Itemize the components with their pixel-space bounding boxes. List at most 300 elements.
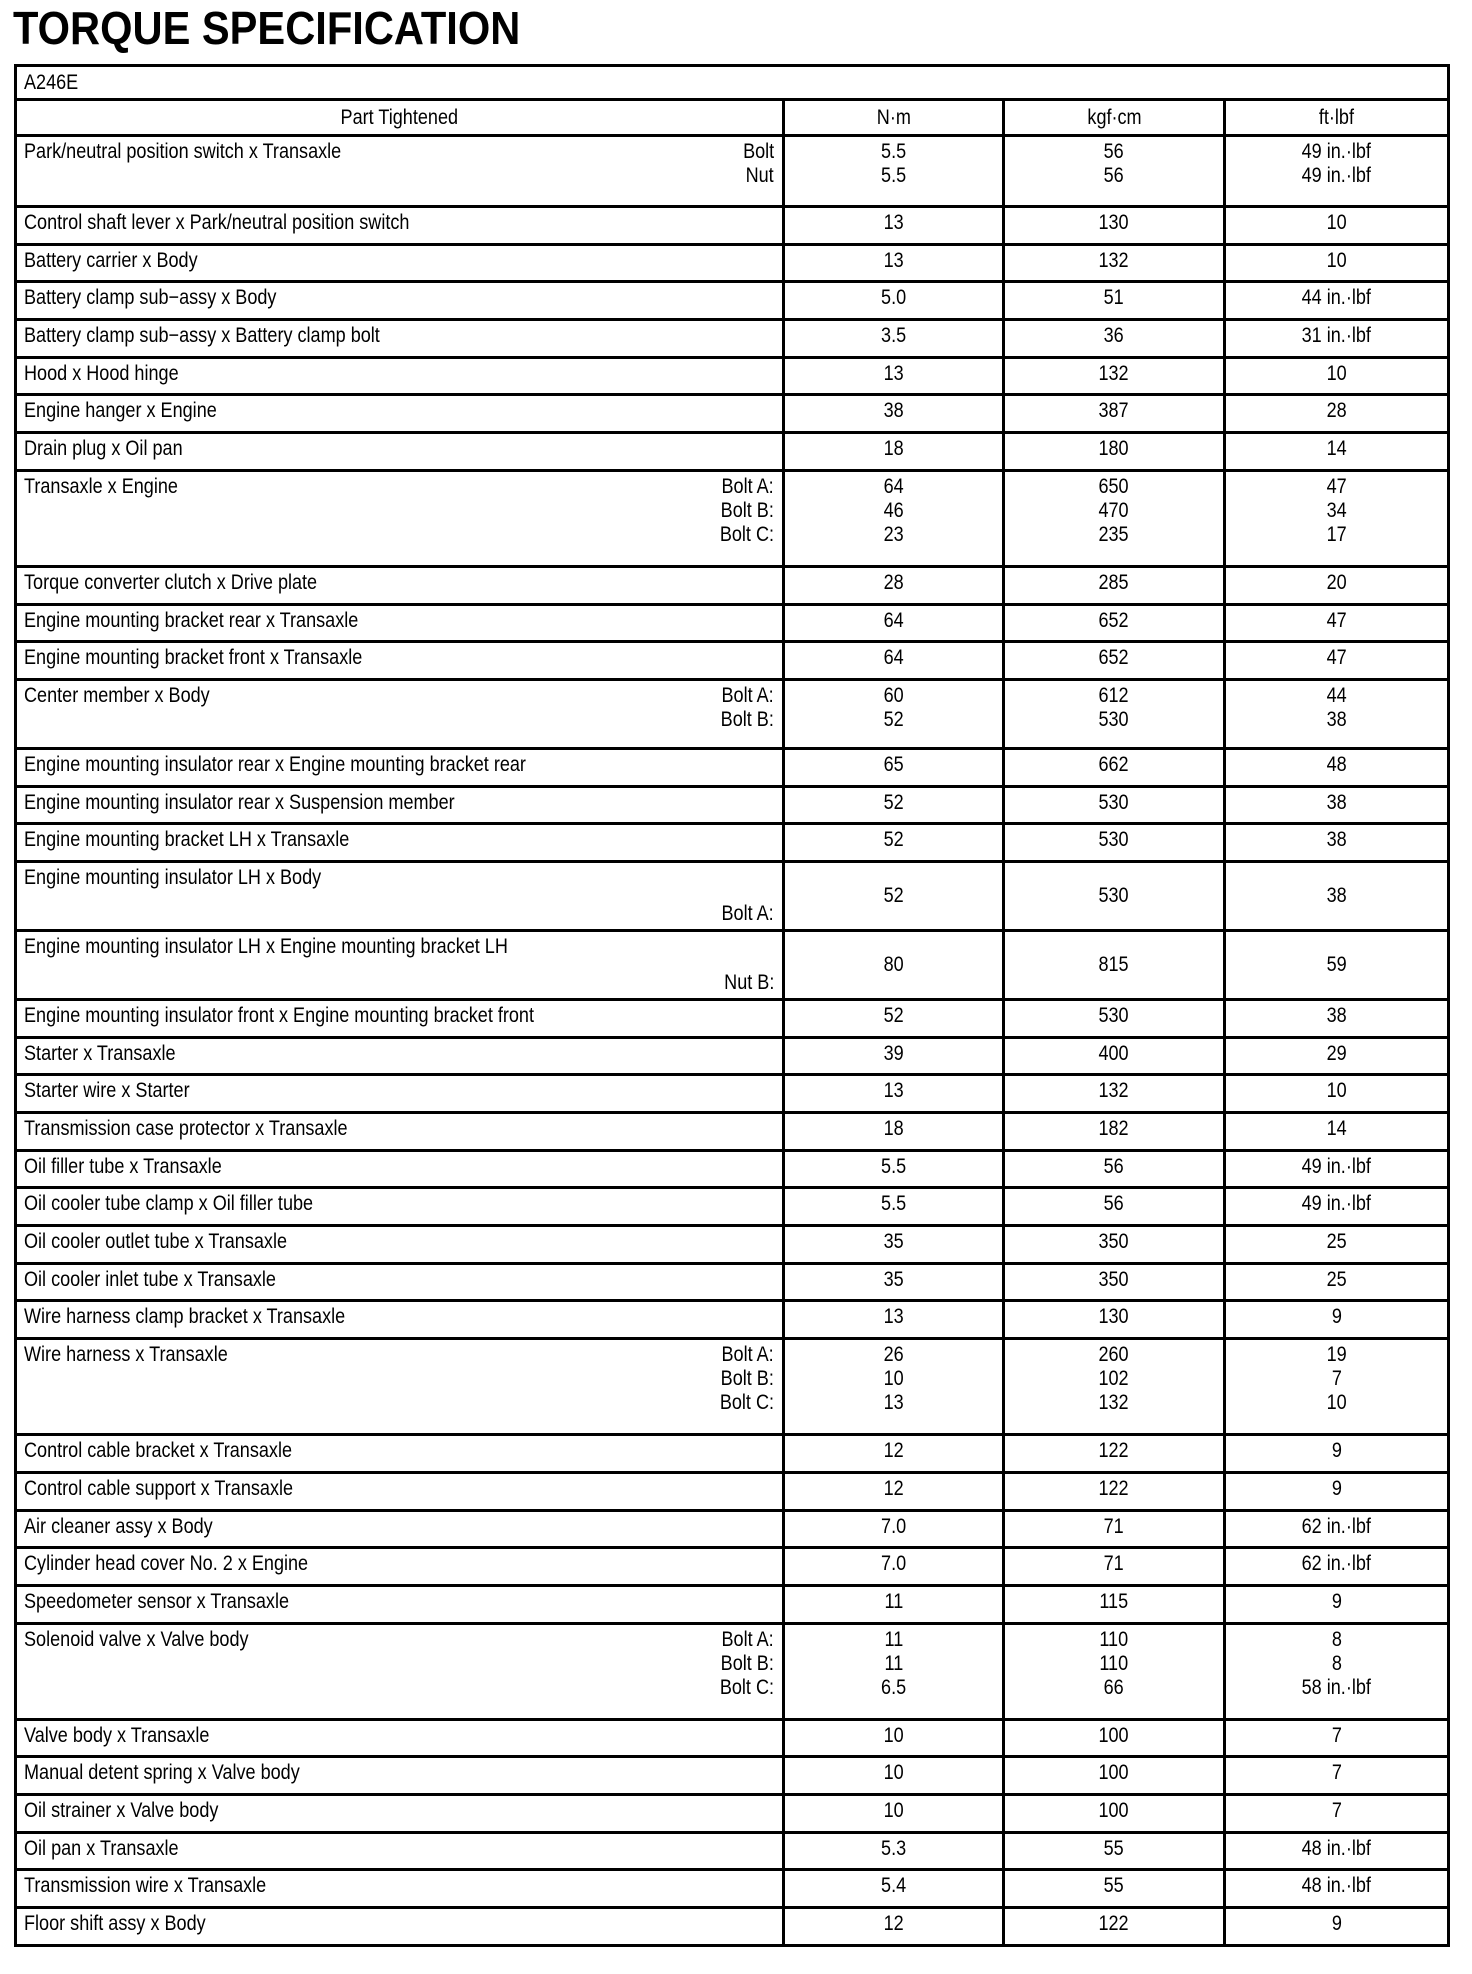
torque-value-text: 5.0	[880, 286, 907, 310]
value-stack	[1226, 396, 1447, 423]
torque-value-text: 122	[1098, 1439, 1130, 1463]
value-stack	[1005, 568, 1223, 595]
part-name-text: Manual detent spring x Valve body	[24, 1761, 300, 1785]
nm-cell	[784, 1150, 1004, 1188]
page-title-text: TORQUE SPECIFICATION	[13, 2, 521, 54]
part-cell	[16, 320, 784, 358]
fastener-label-text: Bolt B:	[720, 498, 774, 522]
torque-value	[1226, 1724, 1447, 1748]
torque-value-text: 65	[883, 752, 904, 776]
nm-cell	[784, 470, 1004, 566]
ftlbf-cell	[1225, 566, 1449, 604]
nm-cell	[784, 282, 1004, 320]
torque-value-text: 110	[1099, 1627, 1129, 1651]
value-stack	[785, 246, 1002, 273]
ftlbf-cell	[1225, 282, 1449, 320]
nm-cell	[784, 320, 1004, 358]
nm-cell	[784, 244, 1004, 282]
column-header-ftlbf-label: ft·lbf	[1318, 106, 1355, 129]
kgfcm-cell	[1004, 1339, 1225, 1435]
torque-value	[1005, 884, 1223, 908]
table-row	[16, 748, 1449, 786]
ftlbf-cell	[1225, 1870, 1449, 1908]
torque-value-text: 18	[883, 1117, 904, 1140]
torque-value	[1226, 362, 1447, 386]
part-cell	[16, 1301, 784, 1339]
torque-value	[785, 1439, 1002, 1463]
torque-value-text: 49 in.·lbf	[1301, 1154, 1372, 1178]
value-stack	[1005, 1436, 1223, 1463]
torque-value-text: 56	[1103, 140, 1125, 163]
torque-value	[1226, 684, 1447, 708]
table-row	[16, 357, 1449, 395]
torque-value	[1005, 437, 1223, 461]
table-row	[16, 244, 1449, 282]
ftlbf-cell	[1225, 861, 1449, 930]
torque-value-text: 100	[1098, 1723, 1130, 1747]
ftlbf-cell	[1225, 1757, 1449, 1795]
torque-value	[1226, 1552, 1447, 1576]
part-name	[24, 362, 204, 386]
kgfcm-cell	[1004, 1435, 1225, 1473]
value-stack	[1005, 396, 1223, 423]
ftlbf-cell	[1225, 433, 1449, 471]
torque-value-text: 3.5	[880, 324, 907, 348]
torque-value-text: 44	[1326, 683, 1347, 707]
part-name-text: Center member x Body	[24, 683, 210, 707]
nm-cell	[784, 1339, 1004, 1435]
torque-spec-table	[14, 64, 1450, 1947]
torque-value-text: 13	[883, 211, 904, 234]
ftlbf-cell	[1225, 748, 1449, 786]
torque-value-text: 10	[1326, 211, 1347, 234]
part-name-text: Transmission case protector x Transaxle	[24, 1117, 348, 1140]
value-stack	[1226, 884, 1447, 908]
torque-value-text: 58 in.·lbf	[1301, 1675, 1372, 1699]
torque-value-text: 13	[883, 361, 904, 385]
value-stack	[1005, 1474, 1223, 1501]
value-stack	[1226, 788, 1447, 815]
torque-value-text: 52	[883, 883, 904, 907]
part-name-text: Cylinder head cover No. 2 x Engine	[24, 1552, 309, 1576]
torque-value	[1005, 399, 1223, 423]
torque-value-text: 182	[1098, 1117, 1130, 1140]
fastener-label	[711, 475, 774, 499]
part-cell	[16, 1075, 784, 1113]
torque-value-text: 8	[1331, 1651, 1342, 1675]
part-name	[24, 1155, 254, 1179]
torque-value-text: 100	[1098, 1798, 1130, 1822]
torque-value	[1005, 1628, 1223, 1652]
part-name	[24, 1268, 317, 1292]
value-stack	[1226, 246, 1447, 273]
value-stack	[1005, 788, 1223, 815]
ftlbf-cell	[1225, 1623, 1449, 1719]
ftlbf-cell	[1225, 1263, 1449, 1301]
table-row	[16, 824, 1449, 862]
ftlbf-cell	[1225, 679, 1449, 748]
value-stack	[1005, 1871, 1223, 1898]
torque-value-text: 14	[1326, 1117, 1347, 1140]
value-stack	[1005, 1189, 1223, 1216]
torque-value-text: 38	[1326, 707, 1347, 731]
torque-value-text: 10	[883, 1367, 904, 1391]
part-name	[24, 571, 365, 595]
table-row	[16, 136, 1449, 207]
value-stack	[785, 434, 1002, 461]
part-name	[24, 1192, 360, 1216]
ftlbf-cell	[1225, 470, 1449, 566]
column-header-kgfcm	[1004, 100, 1225, 136]
fastener-label-text: Nut B:	[723, 970, 774, 994]
part-cell	[16, 207, 784, 245]
part-name-text: Starter x Transaxle	[24, 1041, 176, 1065]
part-name-text: Solenoid valve x Valve body	[24, 1627, 249, 1651]
fastener-label-text: Bolt C:	[719, 1391, 774, 1415]
part-cell	[16, 1188, 784, 1226]
value-stack	[1226, 1340, 1447, 1415]
nm-cell	[784, 861, 1004, 930]
value-stack	[1226, 643, 1447, 670]
nm-cell	[784, 1037, 1004, 1075]
torque-value-text: 46	[883, 498, 904, 522]
fastener-label	[738, 140, 774, 164]
value-stack	[785, 359, 1002, 386]
torque-value	[1005, 362, 1223, 386]
ftlbf-cell	[1225, 824, 1449, 862]
part-name	[24, 399, 248, 423]
fastener-label-text: Bolt A:	[721, 683, 774, 707]
torque-value	[1005, 1230, 1223, 1254]
torque-value	[785, 1477, 1002, 1501]
part-cell	[16, 1150, 784, 1188]
value-stack	[785, 1114, 1002, 1141]
torque-value	[785, 1343, 1002, 1367]
table-row	[16, 999, 1449, 1037]
torque-value-text: 31 in.·lbf	[1301, 324, 1372, 348]
fastener-label	[711, 1628, 774, 1652]
value-stack	[785, 1227, 1002, 1254]
torque-value	[785, 1799, 1002, 1823]
ftlbf-cell	[1225, 1719, 1449, 1757]
nm-cell	[784, 786, 1004, 824]
part-name	[24, 791, 525, 815]
kgfcm-cell	[1004, 566, 1225, 604]
part-name-text: Transmission wire x Transaxle	[24, 1874, 267, 1898]
value-stack	[785, 1039, 1002, 1066]
ftlbf-cell	[1225, 930, 1449, 999]
part-name	[24, 935, 587, 959]
value-stack	[1226, 1587, 1447, 1614]
value-stack	[785, 1001, 1002, 1028]
kgfcm-cell	[1004, 1908, 1225, 1946]
part-name	[24, 1117, 400, 1141]
torque-value-text: 102	[1098, 1367, 1130, 1391]
value-stack	[1226, 1227, 1447, 1254]
table-row	[16, 207, 1449, 245]
value-stack	[785, 1265, 1002, 1292]
torque-value	[1005, 1912, 1223, 1936]
torque-value-text: 38	[1326, 883, 1347, 907]
torque-value-text: 38	[883, 399, 904, 423]
fastener-labels	[711, 1628, 774, 1700]
kgfcm-cell	[1004, 207, 1225, 245]
part-name-text: Engine mounting bracket rear x Transaxle	[24, 608, 359, 632]
part-cell	[16, 470, 784, 566]
torque-value-text: 51	[1103, 286, 1125, 310]
ftlbf-cell	[1225, 1075, 1449, 1113]
torque-value	[1226, 286, 1447, 310]
torque-value	[1226, 609, 1447, 633]
torque-value-text: 52	[883, 828, 904, 852]
torque-value-text: 8	[1331, 1627, 1342, 1651]
part-name	[24, 684, 240, 708]
torque-value	[1005, 1367, 1223, 1391]
part-name	[24, 249, 226, 273]
fastener-label-text: Bolt B:	[720, 1367, 774, 1391]
part-name	[24, 1230, 330, 1254]
part-cell	[16, 1037, 784, 1075]
part-name	[24, 609, 413, 633]
torque-value	[785, 646, 1002, 670]
torque-value	[785, 1230, 1002, 1254]
nm-cell	[784, 357, 1004, 395]
fastener-labels	[711, 1343, 774, 1415]
part-name	[24, 211, 472, 235]
torque-value-text: 530	[1098, 883, 1130, 907]
torque-value-text: 7	[1331, 1367, 1342, 1391]
value-stack	[1005, 1114, 1223, 1141]
value-stack	[785, 1152, 1002, 1179]
nm-cell	[784, 1794, 1004, 1832]
ftlbf-cell	[1225, 357, 1449, 395]
value-stack	[785, 137, 1002, 188]
torque-value	[785, 437, 1002, 461]
value-stack	[1005, 137, 1223, 188]
column-header-part	[16, 100, 784, 136]
kgfcm-cell	[1004, 282, 1225, 320]
part-name	[24, 1439, 336, 1463]
part-name	[24, 753, 608, 777]
part-cell	[16, 244, 784, 282]
part-cell	[16, 930, 784, 999]
torque-value-text: 59	[1326, 952, 1347, 976]
torque-value-text: 132	[1098, 1391, 1130, 1415]
torque-value	[1226, 1628, 1447, 1652]
value-stack	[1005, 606, 1223, 633]
value-stack	[785, 884, 1002, 908]
value-stack	[1226, 1474, 1447, 1501]
torque-value-text: 39	[883, 1041, 904, 1065]
value-stack	[785, 1625, 1002, 1700]
torque-value	[1005, 211, 1223, 235]
torque-value-text: 285	[1098, 570, 1130, 594]
torque-value	[1226, 1192, 1447, 1216]
value-stack	[1005, 1549, 1223, 1576]
torque-value	[1005, 753, 1223, 777]
torque-value	[1005, 523, 1223, 547]
kgfcm-cell	[1004, 1472, 1225, 1510]
part-cell	[16, 1585, 784, 1623]
fastener-label-text: Bolt A:	[721, 1627, 774, 1651]
torque-value	[1005, 499, 1223, 523]
value-stack	[1226, 825, 1447, 852]
table-row	[16, 1150, 1449, 1188]
kgfcm-cell	[1004, 1757, 1225, 1795]
torque-value-text: 19	[1326, 1343, 1347, 1367]
value-stack	[1226, 1834, 1447, 1861]
table-row	[16, 679, 1449, 748]
torque-value	[1005, 1079, 1223, 1103]
table-row	[16, 1794, 1449, 1832]
part-name-text: Floor shift assy x Body	[24, 1912, 206, 1935]
value-stack	[785, 1758, 1002, 1785]
torque-value-text: 122	[1098, 1912, 1130, 1935]
torque-value-text: 52	[883, 790, 904, 814]
value-stack	[1005, 246, 1223, 273]
torque-value	[1226, 1305, 1447, 1329]
torque-value	[785, 571, 1002, 595]
kgfcm-cell	[1004, 1263, 1225, 1301]
torque-value-text: 49 in.·lbf	[1301, 1192, 1372, 1216]
torque-value	[1226, 211, 1447, 235]
value-stack	[785, 643, 1002, 670]
torque-value-text: 52	[883, 707, 904, 731]
torque-value-text: 652	[1098, 608, 1130, 632]
torque-value	[1005, 1117, 1223, 1141]
torque-value	[1005, 164, 1223, 188]
part-cell	[16, 1757, 784, 1795]
part-name-text: Oil cooler outlet tube x Transaxle	[24, 1230, 288, 1254]
torque-value-text: 38	[1326, 828, 1347, 852]
torque-value	[785, 1192, 1002, 1216]
torque-value	[1005, 1155, 1223, 1179]
part-name	[24, 1305, 397, 1329]
fastener-label	[712, 684, 774, 708]
torque-value-text: 44 in.·lbf	[1301, 286, 1372, 310]
nm-cell	[784, 642, 1004, 680]
table-row	[16, 1719, 1449, 1757]
torque-value-text: 64	[883, 608, 904, 632]
torque-value-text: 9	[1331, 1912, 1342, 1935]
part-name-text: Drain plug x Oil pan	[24, 437, 183, 461]
torque-value	[785, 1268, 1002, 1292]
value-stack	[1226, 1302, 1447, 1329]
part-name-text: Torque converter clutch x Drive plate	[24, 570, 318, 594]
torque-value-text: 7	[1331, 1761, 1342, 1785]
part-name-text: Oil filler tube x Transaxle	[24, 1154, 222, 1178]
torque-value-text: 260	[1098, 1343, 1130, 1367]
torque-value	[1005, 1192, 1223, 1216]
torque-value-text: 650	[1098, 474, 1130, 498]
fastener-label-text: Bolt A:	[721, 1343, 774, 1367]
torque-value	[785, 1515, 1002, 1539]
torque-value-text: 13	[883, 1079, 904, 1103]
torque-value-text: 34	[1326, 498, 1347, 522]
torque-value	[1005, 1874, 1223, 1898]
torque-value	[1005, 140, 1223, 164]
model-label: A246E	[24, 71, 79, 94]
part-name	[24, 866, 370, 890]
part-cell	[16, 604, 784, 642]
torque-value	[1005, 475, 1223, 499]
ftlbf-cell	[1225, 244, 1449, 282]
part-name	[24, 140, 393, 164]
torque-value-text: 71	[1103, 1552, 1125, 1576]
torque-value-text: 7	[1331, 1798, 1342, 1822]
torque-value-text: 100	[1098, 1761, 1130, 1785]
value-stack	[785, 606, 1002, 633]
torque-value-text: 23	[883, 522, 904, 546]
kgfcm-cell	[1004, 1870, 1225, 1908]
nm-cell	[784, 395, 1004, 433]
torque-value-text: 49 in.·lbf	[1301, 164, 1372, 187]
column-header-row	[16, 100, 1449, 136]
value-stack	[1005, 1625, 1223, 1700]
torque-value-text: 62 in.·lbf	[1301, 1552, 1372, 1576]
table-row	[16, 642, 1449, 680]
kgfcm-cell	[1004, 1301, 1225, 1339]
torque-value	[1226, 1761, 1447, 1785]
nm-cell	[784, 824, 1004, 862]
torque-value	[1226, 1515, 1447, 1539]
value-stack	[785, 1549, 1002, 1576]
torque-value-text: 12	[883, 1476, 904, 1500]
torque-value-text: 132	[1098, 361, 1130, 385]
fastener-label	[738, 164, 774, 188]
torque-value	[785, 753, 1002, 777]
part-cell	[16, 282, 784, 320]
part-name-text: Oil strainer x Valve body	[24, 1798, 219, 1822]
kgfcm-cell	[1004, 244, 1225, 282]
ftlbf-cell	[1225, 999, 1449, 1037]
value-stack	[785, 788, 1002, 815]
value-stack	[1005, 434, 1223, 461]
value-stack	[785, 1834, 1002, 1861]
torque-value	[1226, 571, 1447, 595]
kgfcm-cell	[1004, 1719, 1225, 1757]
torque-value-text: 12	[883, 1912, 904, 1935]
torque-value-text: 48 in.·lbf	[1301, 1874, 1372, 1898]
value-stack	[1005, 1076, 1223, 1103]
torque-value	[785, 1042, 1002, 1066]
table-row	[16, 861, 1449, 930]
value-stack	[785, 953, 1002, 977]
torque-value-text: 7	[1331, 1723, 1342, 1747]
torque-value-text: 56	[1103, 164, 1125, 187]
torque-value	[1005, 1552, 1223, 1576]
value-stack	[1005, 1227, 1223, 1254]
ftlbf-cell	[1225, 320, 1449, 358]
torque-value	[1226, 1042, 1447, 1066]
torque-value-text: 815	[1098, 952, 1130, 976]
nm-cell	[784, 748, 1004, 786]
torque-value	[1226, 1155, 1447, 1179]
kgfcm-cell	[1004, 1075, 1225, 1113]
value-stack	[1226, 1265, 1447, 1292]
part-cell	[16, 1908, 784, 1946]
part-name	[24, 1799, 250, 1823]
column-header-part-label: Part Tightened	[340, 106, 459, 129]
nm-cell	[784, 1435, 1004, 1473]
torque-value	[1226, 1343, 1447, 1367]
fastener-label-text: Bolt A:	[721, 901, 774, 925]
torque-value	[1226, 753, 1447, 777]
torque-value-text: 26	[883, 1343, 904, 1367]
table-row	[16, 1075, 1449, 1113]
ftlbf-cell	[1225, 1226, 1449, 1264]
part-name	[24, 286, 318, 310]
